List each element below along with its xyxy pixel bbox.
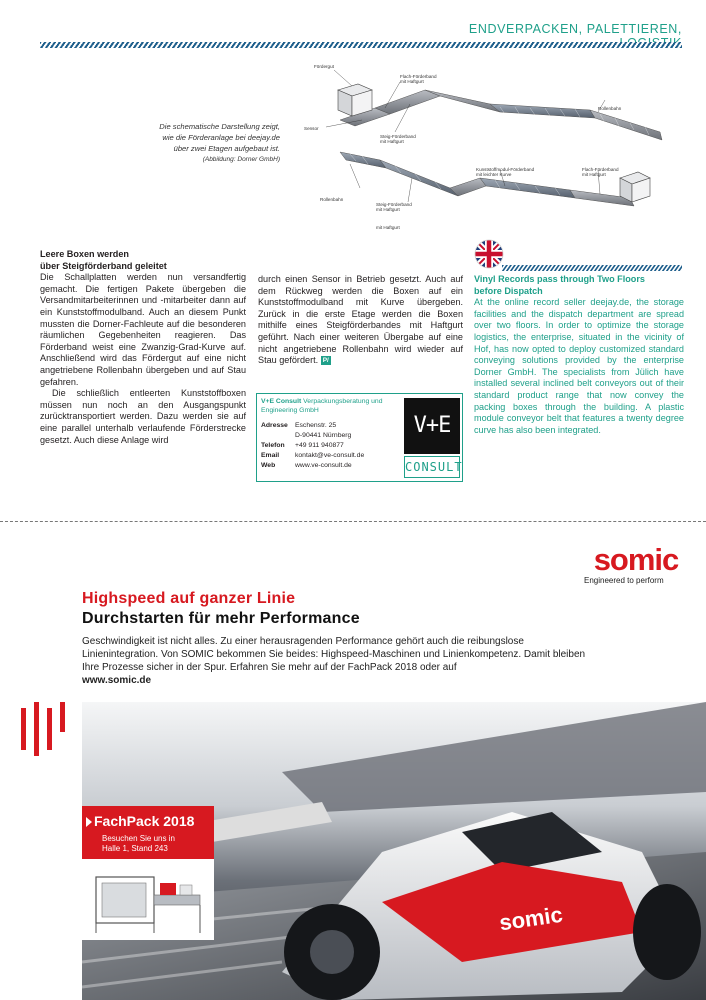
article-heading-line: Leere Boxen werden — [40, 249, 129, 259]
article-heading-line: über Steigförderband geleitet — [40, 260, 167, 271]
contact-key: Adresse — [261, 422, 288, 429]
contact-email-link[interactable]: kontakt@ve-consult.de — [295, 452, 365, 459]
contact-key: Web — [261, 462, 276, 469]
machine-image — [82, 859, 214, 940]
contact-table — [261, 421, 364, 471]
contact-key: Telefon — [261, 442, 285, 449]
contact-company-name: V+E Consult — [261, 398, 302, 405]
diagram-label: Rollenbahn — [598, 106, 622, 111]
contact-row — [261, 441, 364, 451]
contact-row — [261, 421, 364, 431]
contact-company-subtitle: Verpackungsberatung und Engineering GmbH — [261, 398, 383, 414]
ad-headline-red: Highspeed auf ganzer Linie — [82, 590, 296, 607]
figure-credit: (Abbildung: Dorner GmbH) — [202, 156, 280, 163]
english-divider — [502, 265, 682, 271]
section-title: ENDVERPACKEN, PALETTIEREN, — [468, 22, 682, 36]
ve-consult-logo-sub: CONSULT — [404, 456, 460, 478]
conveyor-diagram — [300, 60, 678, 236]
article-heading — [40, 249, 246, 272]
diagram-label: Rollenbahn — [320, 197, 344, 202]
ad-divider — [0, 521, 706, 522]
diagram-label: Steig-Förderband — [380, 134, 416, 139]
fachpack-title: FachPack 2018 — [94, 813, 195, 829]
contact-value: +49 911 940877 — [295, 442, 344, 449]
article-column-2 — [258, 274, 463, 367]
somic-brand-bars — [21, 702, 69, 756]
uk-flag-icon — [474, 239, 504, 269]
caption-line: wie die Förderanlage bei deejay.de — [162, 133, 280, 142]
play-arrow-icon — [86, 817, 92, 827]
english-summary — [474, 274, 684, 436]
caption-line: über zwei Etagen aufgebaut ist. — [173, 144, 280, 153]
end-mark: P/ — [322, 357, 329, 365]
fachpack-box — [82, 806, 214, 940]
article-paragraph: Die Schallplatten werden nun versandfertig gemacht. Die fertigen Pakete übergeben die Versandmitarbeiterinnen und -mitarbeiter dann auf ein Kunststoffmodulband. Auch an diesem Punkt mussten die Dorner-Fachleute auf die besonderen räumlichen Gegebenheiten reagieren. Das Förderband weist eine Zwanzig-Grad-Kurve auf. Anschließend wird das Fördergut auf eine nicht angetriebene Rollenbahn übergeben und auf Stau gefahren. — [40, 272, 246, 387]
fachpack-sub-line: Besuchen Sie uns in — [102, 834, 175, 843]
fachpack-subtitle — [102, 834, 212, 854]
diagram-label: mit Haftgurt — [400, 79, 424, 84]
header-divider — [40, 42, 682, 48]
ad-url-link[interactable]: www.somic.de — [82, 675, 152, 686]
diagram-label: Flach-Förderband — [582, 167, 619, 172]
ad-body — [82, 635, 602, 687]
article-column-1 — [40, 249, 246, 446]
diagram-label: Fördergut — [314, 64, 334, 69]
ve-consult-logo: V+E — [404, 398, 460, 454]
contact-company — [261, 397, 401, 415]
contact-row — [261, 461, 364, 471]
diagram-label: mit Haftgurt — [376, 207, 400, 212]
ad-body-text: Geschwindigkeit ist nicht alles. Zu einer herausragenden Performance gehört auch die reibungslose Linienintegration. Von SOMIC bekommen Sie beides: Highspeed-Maschinen und Linienkompetenz. Damit bleiben Ihre Prozesse sicher in der Spur. Erfahren Sie mehr auf der FachPack 2018 oder auf — [82, 636, 586, 673]
contact-key — [261, 431, 295, 441]
somic-logo-text: somic — [593, 542, 679, 577]
diagram-label: Kunststoffmodul-Förderband — [476, 167, 535, 172]
somic-logo — [584, 541, 688, 577]
contact-row — [261, 451, 364, 461]
english-body: At the online record seller deejay.de, the storage facilities and the dispatch department are spread over two floors. In order to optimize the storage logistics, the enterprise, situated in the vicinity of Hof, has now opted to deploy customized standard conveying solutions provided by the enterprise Dorner GmbH. The specialists from Jülich have installed several inclined belt conveyors out of their standard product range that now convey the packing boxes through the building. A plastic module conveyor belt that features a twenty degree curve has also been integrated. — [474, 297, 684, 435]
diagram-label: Flach-Förderband — [400, 74, 437, 79]
english-heading-line: before Dispatch — [474, 285, 543, 296]
figure-caption — [100, 121, 280, 165]
diagram-label: mit Haftgurt — [582, 172, 606, 177]
car-brand-text: somic — [497, 901, 565, 936]
fachpack-sub-line: Halle 1, Stand 243 — [102, 844, 168, 853]
contact-value: D-90441 Nürnberg — [295, 432, 352, 439]
contact-value: Eschenstr. 25 — [295, 422, 337, 429]
contact-box — [256, 393, 463, 482]
diagram-label: Steig-Förderband — [376, 202, 412, 207]
article-paragraph: durch einen Sensor in Betrieb gesetzt. Auch auf dem Rückweg werden die Boxen auf ein Kunststoffmodulband mit Kurve übergeben. Zurück in die erste Etage werden die Boxen mithilfe eines Steigförderbandes mit Haftgurt geführt. Nach einer weiteren Übergabe auf eine nicht angetriebene Rollenbahn wird wieder auf Stau gefördert. — [258, 274, 463, 366]
diagram-label: mit Haftgurt — [376, 225, 400, 230]
ad-headline: Durchstarten für mehr Performance — [82, 610, 360, 627]
english-heading-line: Vinyl Records pass through Two Floors — [474, 274, 645, 284]
diagram-label: Sensor — [304, 126, 319, 131]
somic-tagline: Engineered to perform — [584, 576, 664, 585]
caption-line: Die schematische Darstellung zeigt, — [159, 122, 280, 131]
contact-row — [261, 431, 364, 441]
contact-key: Email — [261, 452, 280, 459]
diagram-label: mit leichter Kurve — [476, 172, 512, 177]
diagram-label: mit Haftgurt — [380, 139, 404, 144]
english-heading — [474, 274, 684, 297]
contact-web-link[interactable]: www.ve-consult.de — [295, 462, 352, 469]
article-paragraph: Die schließlich entleerten Kunststoffboxen müssen nun noch an den Ausgangspunkt zurücktransportiert werden. Dazu werden sie auf eine parallel unterhalb verlaufende Förderstrecke gesetzt. Auch diese Anlage wird — [40, 388, 246, 445]
